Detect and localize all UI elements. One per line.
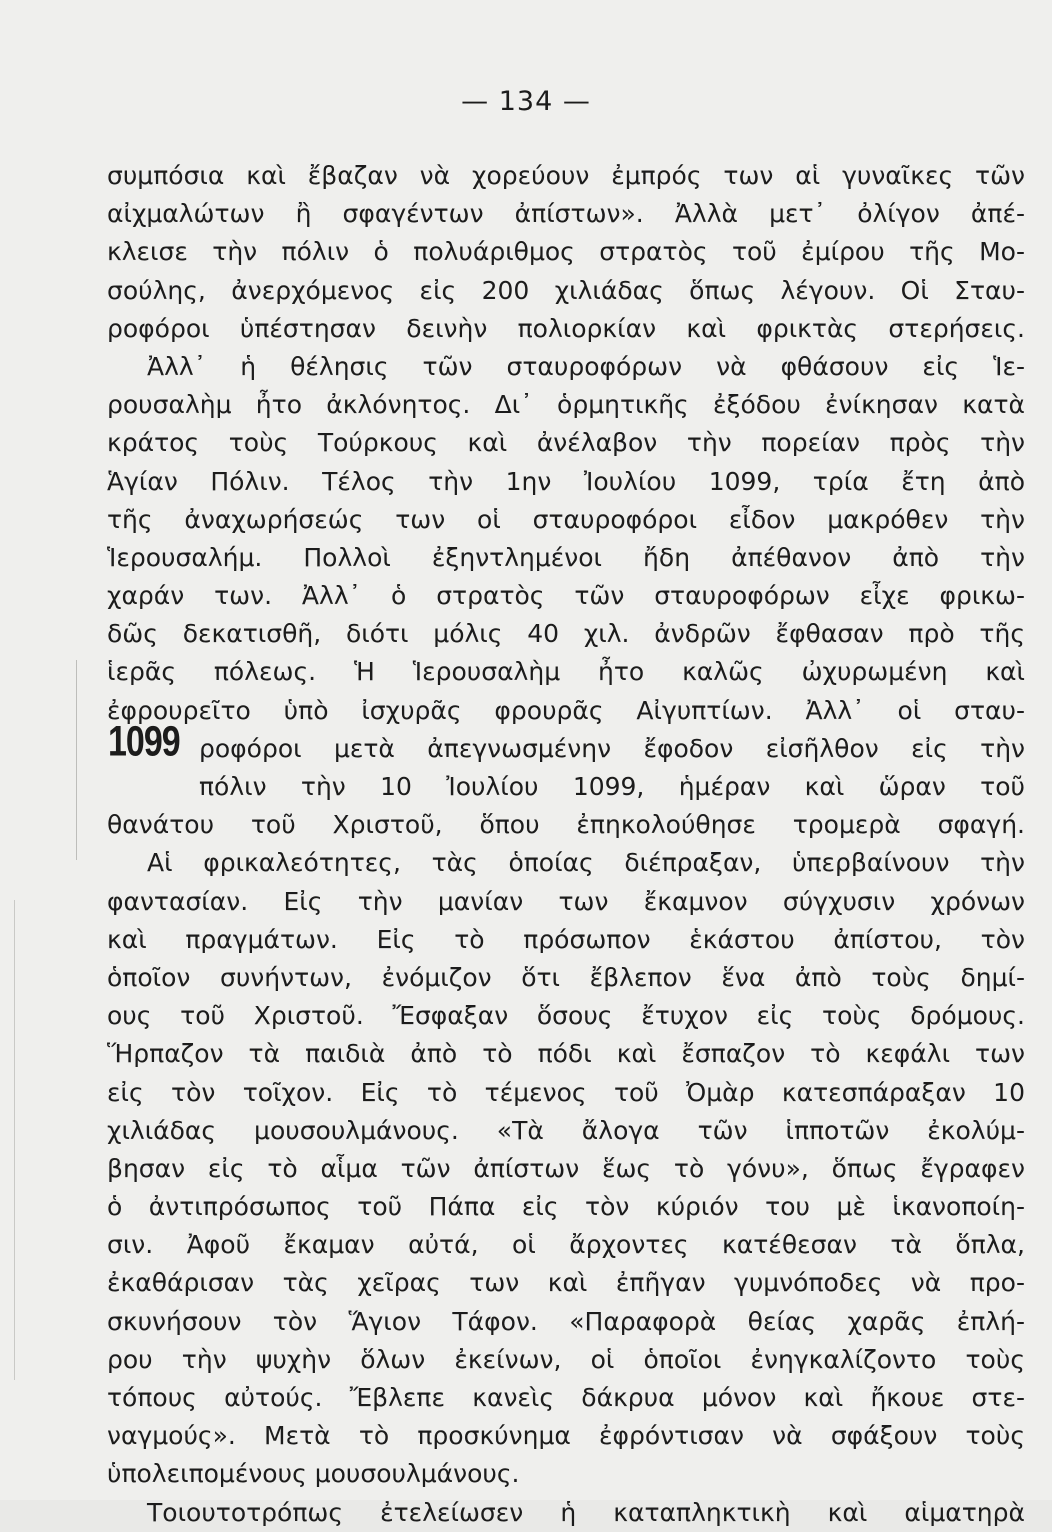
text-line: ὁ ἀντιπρόσωπος τοῦ Πάπα εἰς τὸν κύριόν του μὲ ἱκανοποίη- <box>107 1192 1025 1222</box>
text-line: φαντασίαν. Εἰς τὴν μανίαν των ἔκαμνον σύγχυσιν χρόνων <box>107 886 1025 916</box>
text-line: τῆς ἀναχωρήσεώς των οἱ σταυροφόροι εἶδον μακρόθεν τὴν <box>107 504 1025 534</box>
text-line: συμπόσια καὶ ἔβαζαν νὰ χορεύουν ἐμπρός των αἱ γυναῖκες τῶν <box>107 161 1025 190</box>
text-line: ὑπολειπομένους μουσουλμάνους. <box>107 1459 520 1489</box>
text-line: ρου τὴν ψυχὴν ὅλων ἐκείνων, οἱ ὁποῖοι ἐνηγκαλίζοντο τοὺς <box>107 1344 1025 1374</box>
text-line: σκυνήσουν τὸν Ἅγιον Τάφον. «Παραφορὰ θείας χαρᾶς ἐπλή- <box>107 1306 1025 1336</box>
text-line: χαράν των. Ἀλλ᾽ ὁ στρατὸς τῶν σταυροφόρων εἶχε φρικω- <box>107 581 1025 611</box>
text-line: Ἱερουσαλήμ. Πολλοὶ ἐξηντλημένοι ἤδη ἀπέθανον ἀπὸ τὴν <box>107 542 1025 572</box>
text-line: αἰχμαλώτων ἢ σφαγέντων ἀπίστων». Ἀλλὰ μετ᾽ ὀλίγον ἀπέ- <box>107 199 1025 229</box>
text-line: κράτος τοὺς Τούρκους καὶ ἀνέλαβον τὴν πορείαν πρὸς τὴν <box>107 428 1025 458</box>
text-line: εἰς τὸν τοῖχον. Εἰς τὸ τέμενος τοῦ Ὀμὰρ κατεσπάραξαν 10 <box>107 1077 1025 1107</box>
text-line: κλεισε τὴν πόλιν ὁ πολυάριθμος στρατὸς τοῦ ἐμίρου τῆς Μο- <box>107 237 1025 267</box>
text-line: ους τοῦ Χριστοῦ. Ἔσφαξαν ὅσους ἔτυχον εἰς τοὺς δρόμους. <box>107 1001 1025 1031</box>
text-line: ἐκαθάρισαν τὰς χεῖρας των καὶ ἐπῆγαν γυμνόποδες νὰ προ- <box>107 1268 1025 1298</box>
text-line: ὁποῖον συνήντων, ἐνόμιζον ὅτι ἔβλεπον ἕνα ἀπὸ τοὺς δημί- <box>107 962 1025 992</box>
text-line: ἐφρουρεῖτο ὑπὸ ἰσχυρᾶς φρουρᾶς Αἰγυπτίων. Ἀλλ᾽ οἱ σταυ- <box>107 695 1025 725</box>
margin-pencil-line <box>76 660 77 860</box>
side-year-marker: 1099 <box>108 718 180 766</box>
body-text <box>107 157 1025 1532</box>
page-number: — 134 — <box>461 86 591 117</box>
text-line: ροφόροι ὑπέστησαν δεινὴν πολιορκίαν καὶ φρικτὰς στερήσεις. <box>107 313 1025 343</box>
text-line: σούλης, ἀνερχόμενος εἰς 200 χιλιάδας ὅπως λέγουν. Οἱ Σταυ- <box>107 275 1025 305</box>
text-line: Ἀλλ᾽ ἡ θέλησις τῶν σταυροφόρων νὰ φθάσουν εἰς Ἱε- <box>147 351 1025 381</box>
text-line: βησαν εἰς τὸ αἷμα τῶν ἀπίστων ἕως τὸ γόνυ», ὅπως ἔγραφεν <box>107 1153 1025 1183</box>
text-line: Ἁγίαν Πόλιν. Τέλος τὴν 1ην Ἰουλίου 1099, τρία ἔτη ἀπὸ <box>107 466 1025 496</box>
margin-handwritten-note <box>14 900 75 1380</box>
text-line: ρουσαλὴμ ἦτο ἀκλόνητος. Δι᾽ ὁρμητικῆς ἐξόδου ἐνίκησαν κατὰ <box>107 390 1025 420</box>
text-line: Ἥρπαζον τὰ παιδιὰ ἀπὸ τὸ πόδι καὶ ἔσπαζον τὸ κεφάλι των <box>107 1039 1025 1069</box>
text-line: πόλιν τὴν 10 Ἰουλίου 1099, ἡμέραν καὶ ὥραν τοῦ <box>199 772 1025 801</box>
text-line: καὶ πραγμάτων. Εἰς τὸ πρόσωπον ἑκάστου ἀπίστου, τὸν <box>107 924 1025 954</box>
text-line: ναγμούς». Μετὰ τὸ προσκύνημα ἐφρόντισαν νὰ σφάξουν τοὺς <box>107 1421 1025 1451</box>
text-line: Τοιουτοτρόπως ἐτελείωσεν ἡ καταπληκτικὴ καὶ αἱματηρὰ <box>147 1497 1025 1527</box>
text-line: σιν. Ἀφοῦ ἔκαμαν αὐτά, οἱ ἄρχοντες κατέθεσαν τὰ ὅπλα, <box>107 1230 1025 1260</box>
text-line: ροφόροι μετὰ ἀπεγνωσμένην ἔφοδον εἰσῆλθον εἰς τὴν <box>199 733 1025 763</box>
text-line: δῶς δεκατισθῆ, διότι μόλις 40 χιλ. ἀνδρῶν ἔφθασαν πρὸ τῆς <box>107 619 1025 649</box>
text-line: ἱερᾶς πόλεως. Ἡ Ἱερουσαλὴμ ἦτο καλῶς ὠχυρωμένη καὶ <box>107 657 1025 687</box>
text-line: θανάτου τοῦ Χριστοῦ, ὅπου ἐπηκολούθησε τρομερὰ σφαγή. <box>107 810 1025 840</box>
text-line: χιλιάδας μουσουλμάνους. «Τὰ ἄλογα τῶν ἱπποτῶν ἐκολύμ- <box>107 1115 1025 1145</box>
text-line: Αἱ φρικαλεότητες, τὰς ὁποίας διέπραξαν, ὑπερβαίνουν τὴν <box>147 848 1025 878</box>
text-line: τόπους αὐτούς. Ἔβλεπε κανεὶς δάκρυα μόνον καὶ ἤκουε στε- <box>107 1383 1025 1412</box>
